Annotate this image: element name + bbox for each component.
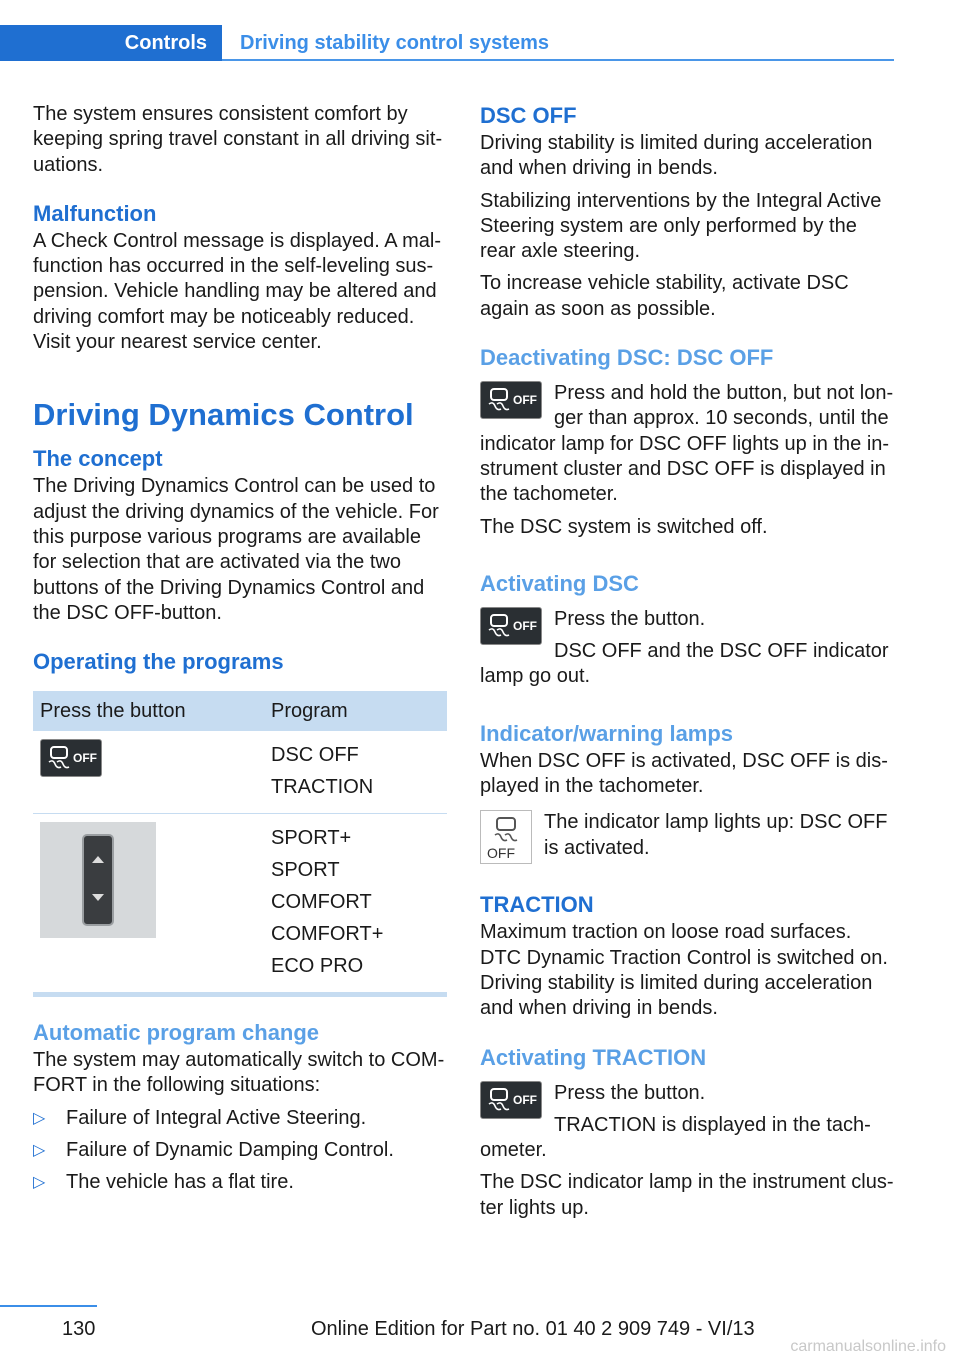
program-sport: SPORT <box>271 859 340 882</box>
section-title[interactable]: Driving stability control systems <box>240 32 549 54</box>
table-cell-program <box>264 814 447 993</box>
activating-traction-step: Press the button. <box>554 1081 706 1104</box>
footer-rule <box>0 1305 97 1307</box>
activating-traction-result: TRACTION is displayed in the tachometer. <box>480 1113 871 1162</box>
deactivating-result: The DSC system is switched off. <box>480 515 768 538</box>
driving-dynamics-switch-icon <box>40 822 156 938</box>
dsc-off-button-icon: OFF <box>480 1081 542 1119</box>
auto-change-heading: Automatic program change <box>33 1020 320 1046</box>
program-traction: TRACTION <box>271 776 374 799</box>
table-cell-program <box>264 731 447 814</box>
right-column <box>480 102 896 1228</box>
malfunction-paragraph: A Check Control message is displayed. A malfunction has occurred in the self-leveling suspension. Vehicle handling may be altered and driving comfort may be noticeably reduced. Visit your nearest service center. <box>33 229 441 354</box>
deactivating-paragraph: Press and hold the button, but not longer than approx. 10 seconds, until the indicator lamp for DSC OFF lights up in the instrument cluster and DSC OFF is displayed in the tachometer. <box>480 382 894 506</box>
operating-heading: Operating the programs <box>33 649 284 675</box>
table-cell-button <box>33 814 264 993</box>
dsc-off-button-icon: OFF <box>40 739 102 777</box>
list-item: ▷ Failure of Dynamic Damping Control. <box>33 1138 447 1163</box>
indicator-lamp-paragraph: The indicator lamp lights up: DSC OFF is activated. <box>544 811 888 859</box>
program-table <box>33 691 447 992</box>
traction-heading: TRACTION <box>480 892 594 918</box>
dsc-off-button-icon: OFF <box>480 607 542 645</box>
watermark: carmanualsonline.info <box>790 1338 946 1355</box>
bullet-triangle-icon: ▷ <box>33 1174 46 1192</box>
concept-heading: The concept <box>33 446 163 472</box>
intro-paragraph: The system ensures consistent comfort by keeping spring travel constant in all driving situations. <box>33 103 443 176</box>
edition-note: Online Edition for Part no. 01 40 2 909 749 - VI/13 <box>311 1318 755 1340</box>
dsc-off-heading: DSC OFF <box>480 103 577 128</box>
dsc-off-paragraph-2: Stabilizing interventions by the Integral Active Steering system are only performed by the rear axle steering. <box>480 189 882 263</box>
table-row <box>33 814 447 993</box>
concept-paragraph: The Driving Dynamics Control can be used to adjust the driving dynamics of the vehicle. For this purpose various programs are available for selection that are activated via the two buttons of the Driving Dynamics Control and the DSC OFF-button. <box>33 475 439 624</box>
table-row <box>33 731 447 814</box>
traction-paragraph: Maximum traction on loose road surfaces. DTC Dynamic Traction Control is switched on. Driving stability is limited during acceleration and when driving in bends. <box>480 921 888 1020</box>
activating-dsc-heading: Activating DSC <box>480 570 639 596</box>
activating-traction-heading: Activating TRACTION <box>480 1044 707 1070</box>
program-sport-plus: SPORT+ <box>271 827 352 850</box>
list-item: ▷ Failure of Integral Active Steering. <box>33 1106 447 1131</box>
dsc-off-paragraph-3: To increase vehicle stability, activate DSC again as soon as possible. <box>480 272 849 320</box>
dsc-off-button-icon: OFF <box>480 381 542 419</box>
table-header-button: Press the button <box>33 691 264 731</box>
program-dsc-off: DSC OFF <box>271 744 359 767</box>
chapter-title: Driving Dynamics Control <box>33 397 414 433</box>
indicator-paragraph: When DSC OFF is activated, DSC OFF is displayed in the tachometer. <box>480 749 888 798</box>
page-number: 130 <box>62 1318 96 1340</box>
table-cell-button <box>33 731 264 814</box>
dsc-off-indicator-lamp-icon: OFF <box>480 810 532 864</box>
chapter-tab[interactable]: Controls <box>0 25 222 61</box>
left-column <box>33 102 447 1203</box>
malfunction-heading: Malfunction <box>33 200 157 226</box>
list-item: ▷ The vehicle has a flat tire. <box>33 1170 447 1195</box>
activating-dsc-result: DSC OFF and the DSC OFF indicator lamp go out. <box>480 640 889 688</box>
program-comfort: COMFORT <box>271 891 372 914</box>
dsc-off-paragraph-1: Driving stability is limited during acceleration and when driving in bends. <box>480 132 873 180</box>
program-comfort-plus: COMFORT+ <box>271 923 384 946</box>
indicator-heading: Indicator/warning lamps <box>480 720 734 746</box>
bullet-triangle-icon: ▷ <box>33 1142 46 1160</box>
table-header-row <box>33 691 447 731</box>
deactivating-heading: Deactivating DSC: DSC OFF <box>480 345 774 371</box>
header-rule <box>222 59 894 61</box>
bullet-triangle-icon: ▷ <box>33 1109 46 1127</box>
table-header-program: Program <box>264 691 447 731</box>
auto-change-list <box>33 1106 447 1196</box>
activating-traction-lamp: The DSC indicator lamp in the instrument cluster lights up. <box>480 1171 894 1219</box>
program-eco-pro: ECO PRO <box>271 955 364 978</box>
auto-change-paragraph: The system may automatically switch to COMFORT in the following situations: <box>33 1049 445 1097</box>
activating-dsc-step: Press the button. <box>554 607 706 630</box>
